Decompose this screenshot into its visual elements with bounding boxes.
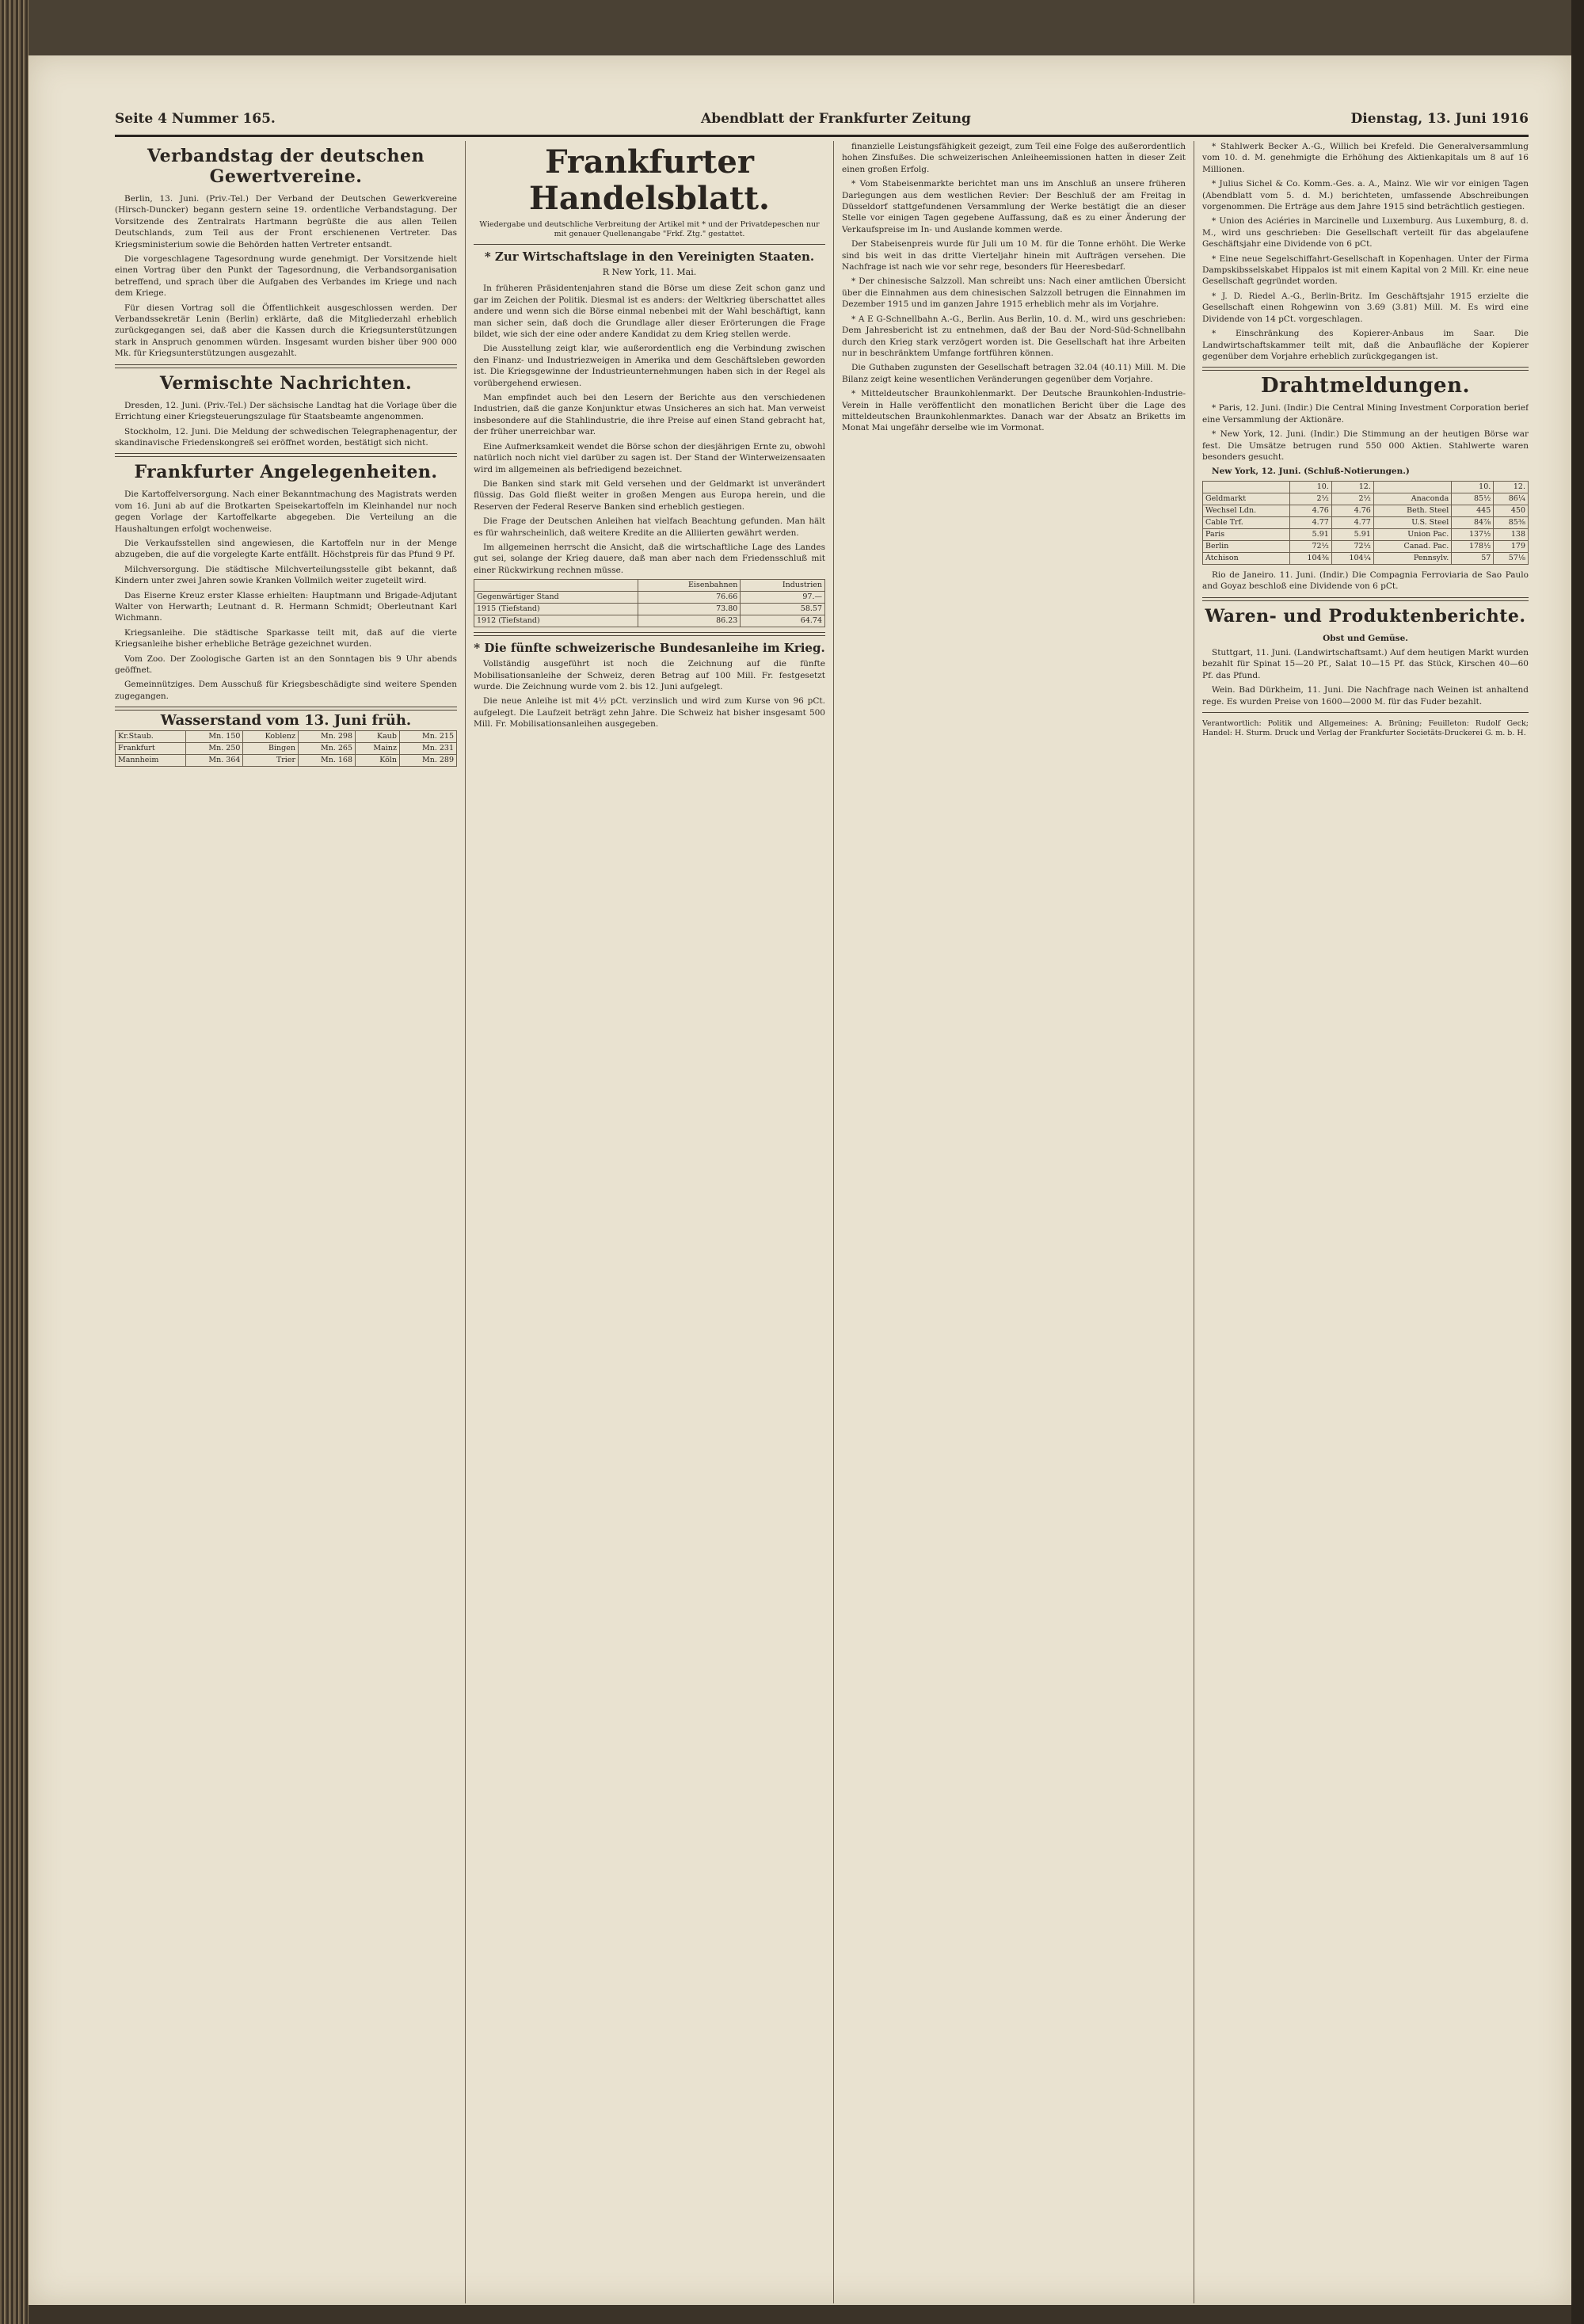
paragraph: Die neue Anleihe ist mit 4½ pCt. verzinslich und wird zum Kurse von 96 pCt. aufgelegt. Die Laufzeit beträgt zehn Jahre. Die Schweiz hat bisher insgesamt 500 Mill. Fr. Mobilisationsanleihen ausgegeben. [474, 696, 825, 730]
table-cell: 5.91 [1331, 528, 1373, 540]
table-row [116, 754, 457, 766]
paragraph: Vom Zoo. Der Zoologische Garten ist an den Sonntagen bis 9 Uhr abends geöffnet. [115, 653, 457, 675]
subsection-title: Obst und Gemüse. [1323, 633, 1408, 643]
table-row [1203, 493, 1529, 505]
table-cell: Canad. Pac. [1373, 540, 1451, 552]
column-2 [474, 141, 825, 2311]
table-row [116, 730, 457, 742]
divider [474, 244, 825, 245]
table-cell: 72½ [1331, 540, 1373, 552]
paragraph: In früheren Präsidentenjahren stand die Börse um diese Zeit schon ganz und gar im Zeichen der Politik. Diesmal ist es anders: der Weltkrieg überschattet alles andere und wenn sich die Börse einmal nebenbei mit der Wahl beschäftigt, kann man sicher sein, daß doch die Grundlage aller dieser Erörterungen die Frage bildet, wie sich der eine oder andere Kandidat zu dem Krieg stellen werde. [474, 284, 825, 340]
paragraph: Die Kartoffelversorgung. Nach einer Bekanntmachung des Magistrats werden vom 16. Juni ab auf die Brotkarten Speisekartoffeln im Kleinhandel nur noch gegen Vorlage der Kartoffelkarte abgegeben. Die Verteilung an die Haushaltungen erfolgt wochenweise. [115, 490, 457, 534]
table-row [1203, 552, 1529, 564]
paragraph: * Einschränkung des Kopierer-Anbaus im Saar. Die Landwirtschaftskammer teilt mit, daß die Anbaufläche der Kopierer gegenüber dem Vorjahre erheblich zurückgegangen ist. [1202, 329, 1529, 361]
column-3 [842, 141, 1186, 2311]
issue-date: Dienstag, 13. Juni 1916 [1350, 111, 1529, 127]
impressum: Verantwortlich: Politik und Allgemeines: A. Brüning; Feuilleton: Rudolf Geck; Handel: H. Sturm. Druck und Verlag der Frankfurter Societäts-Druckerei G. m. b. H. [1202, 719, 1529, 737]
article-body [1202, 141, 1529, 362]
dateline: R New York, 11. Mai. [602, 267, 697, 277]
table-title: New York, 12. Juni. (Schluß-Notierungen.) [1212, 467, 1410, 477]
table-cell: 84⅞ [1452, 516, 1494, 528]
table-cell: Mn. 168 [299, 754, 356, 766]
table-cell: Mn. 231 [399, 742, 456, 754]
table-cell: Pennsylv. [1373, 552, 1451, 564]
table-header [1373, 481, 1451, 493]
table-cell: 2½ [1331, 493, 1373, 505]
paragraph: Die Banken sind stark mit Geld versehen und der Geldmarkt ist unverändert flüssig. Das Gold fließt weiter in großen Mengen aus Europa herein, und die Reserven der Federal Reserve Banken sind erheblich gestiegen. [474, 478, 825, 512]
table-cell: 4.76 [1289, 505, 1331, 516]
paragraph: Der Stabeisenpreis wurde für Juli um 10 M. für die Tonne erhöht. Die Werke sind bis weit in das dritte Vierteljahr hinein mit Aufträgen versehen. Die Nachfrage ist nach wie vor sehr rege, besonders für Heeresbedarf. [842, 239, 1186, 272]
table-cell: 57 [1452, 552, 1494, 564]
divider [115, 453, 457, 457]
table-cell: 4.77 [1289, 516, 1331, 528]
table-cell: 86¼ [1494, 493, 1529, 505]
paragraph: Die Frage der Deutschen Anleihen hat vielfach Beachtung gefunden. Man hält es für wahrscheinlich, daß weitere Kredite an die Alliierten gewährt werden. [474, 516, 825, 538]
article-body [1202, 647, 1529, 707]
paragraph: * Stahlwerk Becker A.-G., Willich bei Krefeld. Die Generalversammlung vom 10. d. M. genehmigte die Erhöhung des Aktienkapitals um 8 auf 16 Millionen. [1202, 142, 1529, 174]
table-cell: Mn. 215 [399, 730, 456, 742]
table-cell: 1912 (Tiefstand) [474, 615, 638, 627]
paragraph: Die Verkaufsstellen sind angewiesen, die Kartoffeln nur in der Menge abzugeben, die auf die vorgelegte Karte entfällt. Höchstpreis für das Pfund 9 Pf. [115, 538, 457, 560]
table-cell: 178½ [1452, 540, 1494, 552]
divider [1202, 367, 1529, 371]
paragraph: Dresden, 12. Juni. (Priv.-Tel.) Der sächsische Landtag hat die Vorlage über die Errichtung einer Kriegsteuerungszulage für Staatsbeamte angenommen. [115, 400, 457, 422]
table-row [474, 592, 825, 604]
paragraph: Milchversorgung. Die städtische Milchverteilungsstelle gibt bekannt, daß Kindern unter zwei Jahren sowie Kranken Vollmilch weiter zugeteilt wird. [115, 564, 457, 586]
water-level-title: Wasserstand vom 13. Juni früh. [160, 712, 412, 730]
paragraph: Kriegsanleihe. Die städtische Sparkasse teilt mit, daß auf die vierte Kriegsanleihe bisher erhebliche Beträge gezeichnet wurden. [115, 627, 457, 650]
table-cell: Mn. 265 [299, 742, 356, 754]
paragraph: * Der chinesische Salzzoll. Man schreibt uns: Nach einer amtlichen Übersicht über die Einnahmen aus dem chinesischen Salzzoll betrugen die Einnahmen im Dezember 1915 und im ganzen Jahre 1915 erheblich mehr als im Vorjahre. [842, 276, 1186, 310]
table-cell: Mn. 298 [299, 730, 356, 742]
divider [115, 364, 457, 368]
article-title: * Die fünfte schweizerische Bundesanleihe im Krieg. [474, 641, 825, 656]
column-divider [465, 141, 466, 2303]
table-cell: Beth. Steel [1373, 505, 1451, 516]
table-cell: U.S. Steel [1373, 516, 1451, 528]
column-divider [833, 141, 834, 2303]
news-item: Rio de Janeiro. 11. Juni. (Indir.) Die Compagnia Ferroviaria de Sao Paulo and Goyaz beschloß eine Dividende von 6 pCt. [1202, 570, 1529, 592]
paragraph: Stockholm, 12. Juni. Die Meldung der schwedischen Telegraphenagentur, der skandinavische Friedenskongreß sei eröffnet worden, bestätigt sich nicht. [115, 426, 457, 448]
paragraph: Gemeinnütziges. Dem Ausschuß für Kriegsbeschädigte sind weitere Spenden zugegangen. [115, 680, 457, 701]
table-cell: 179 [1494, 540, 1529, 552]
column-1 [115, 141, 457, 2311]
table-row [116, 742, 457, 754]
table-cell: 137½ [1452, 528, 1494, 540]
paragraph: * Union des Aciéries in Marcinelle und Luxemburg. Aus Luxemburg, 8. d. M., wird uns geschrieben: Die Gesellschaft verteilt für das abgelaufene Geschäftsjahr eine Dividende von 6 pCt. [1202, 216, 1529, 250]
paragraph: Stuttgart, 11. Juni. (Landwirtschaftsamt.) Auf dem heutigen Markt wurden bezahlt für Spinat 15—20 Pf., Salat 10—15 Pf. das Stück, Kirschen 40—60 Pf. das Pfund. [1202, 647, 1529, 680]
paragraph: * New York, 12. Juni. (Indir.) Die Stimmung an der heutigen Börse war fest. Die Umsätze betrugen rund 550 000 Aktien. Stahlwerte waren besonders gesucht. [1202, 429, 1529, 462]
table-header: 10. [1289, 481, 1331, 493]
table-header: 12. [1331, 481, 1373, 493]
paragraph: * Eine neue Segelschiffahrt-Gesellschaft in Kopenhagen. Unter der Firma Dampskibsselskabet Hippalos ist mit einem Kapital von 2 Mill. Kr. eine neue Gesellschaft gegründet worden. [1202, 253, 1529, 287]
article-body [115, 489, 457, 702]
paragraph: * Vom Stabeisenmarkte berichtet man uns im Anschluß an unsere früheren Darlegungen aus dem westlichen Revier: Der Beschluß der am Freitag in Düsseldorf stattgefundenen Versammlung der Werke bestätigt die an dieser Stelle vor einigen Tagen gegebene Auffassung, daß es zu einer Änderung der Verkaufspreise im In- und Auslande kommen werde. [842, 179, 1186, 234]
table-cell: Bingen [243, 742, 299, 754]
table-cell: Mn. 150 [186, 730, 243, 742]
scan-edge [1571, 0, 1584, 2324]
table-row [1203, 528, 1529, 540]
table-cell: Union Pac. [1373, 528, 1451, 540]
table-cell: 85½ [1452, 493, 1494, 505]
table-cell: 104⅜ [1289, 552, 1331, 564]
table-cell: Mn. 364 [186, 754, 243, 766]
table-cell: 58.57 [741, 604, 825, 615]
table-cell: Mn. 250 [186, 742, 243, 754]
table-cell: 5.91 [1289, 528, 1331, 540]
table-header: 10. [1452, 481, 1494, 493]
table-cell: Mannheim [116, 754, 186, 766]
table-cell: 85⅜ [1494, 516, 1529, 528]
table-cell: 138 [1494, 528, 1529, 540]
paragraph: * Paris, 12. Juni. (Indir.) Die Central Mining Investment Corporation berief eine Versammlung der Aktionäre. [1202, 403, 1529, 425]
article-body [115, 400, 457, 449]
water-level-table [115, 730, 457, 767]
section-title: Verbandstag der deutschen Gewertvereine. [147, 146, 425, 187]
paragraph: Das Eiserne Kreuz erster Klasse erhielten: Hauptmann und Brigade-Adjutant Walter von Herwarth; Leutnant d. R. Hermann Schmidt; Oberleutnant Karl Wichmann. [115, 590, 457, 623]
masthead-rule [115, 135, 1529, 137]
paragraph: Wein. Bad Dürkheim, 11. Juni. Die Nachfrage nach Weinen ist anhaltend rege. Es wurden Preise von 1600—2000 M. für das Fuder bezahlt. [1202, 685, 1529, 707]
table-cell: 86.23 [638, 615, 741, 627]
table-cell: 97.— [741, 592, 825, 604]
section-title: Waren- und Produktenberichte. [1205, 605, 1526, 627]
table-cell: Köln [356, 754, 400, 766]
table-header [1203, 481, 1290, 493]
table-cell: 4.77 [1331, 516, 1373, 528]
paragraph: finanzielle Leistungsfähigkeit gezeigt, zum Teil eine Folge des außerordentlich hohen Zinsfußes. Die schweizerischen Anleiheemissionen hatten in dieser Zeit einen großen Erfolg. [842, 142, 1186, 174]
article-body [474, 658, 825, 730]
table-cell: Koblenz [243, 730, 299, 742]
table-cell: 64.74 [741, 615, 825, 627]
table-cell: Berlin [1203, 540, 1290, 552]
section-title: Frankfurter Handelsblatt. [529, 143, 770, 217]
table-header [474, 580, 638, 592]
table-cell: 72½ [1289, 540, 1331, 552]
subtitle: Wiedergabe und deutschliche Verbreitung der Artikel mit * und der Privatdepeschen nur mit genauer Quellenangabe "Frkf. Ztg." gestattet. [479, 220, 820, 238]
table-header: Eisenbahnen [638, 580, 741, 592]
table-cell: Wechsel Ldn. [1203, 505, 1290, 516]
table-header: 12. [1494, 481, 1529, 493]
paragraph: Für diesen Vortrag soll die Öffentlichkeit ausgeschlossen werden. Der Verbandssekretär Lenin (Berlin) erklärte, daß die Mitgliederzahl erheblich zurückgegangen sei, daß aber die Kassen durch die Kriegsunterstützungen stark in Anspruch genommen würden. Insgesamt wurden bisher über 900 000 Mk. für Kriegsunterstützungen ausgezahlt. [115, 303, 457, 359]
article-body [115, 193, 457, 360]
table-header: Industrien [741, 580, 825, 592]
section-title: Frankfurter Angelegenheiten. [134, 462, 438, 483]
article-body [842, 141, 1186, 434]
paragraph: * J. D. Riedel A.-G., Berlin-Britz. Im Geschäftsjahr 1915 erzielte die Gesellschaft einen Rohgewinn von 3.69 (3.81) Mill. M. Es wird eine Dividende von 14 pCt. vorgeschlagen. [1202, 291, 1529, 324]
paragraph: Die Guthaben zugunsten der Gesellschaft betragen 32.04 (40.11) Mill. M. Die Bilanz zeigt keine wesentlichen Veränderungen gegenüber dem Vorjahre. [842, 363, 1186, 384]
table-cell: Paris [1203, 528, 1290, 540]
stats-table [474, 579, 825, 627]
paragraph: Man empfindet auch bei den Lesern der Berichte aus den verschiedenen Industrien, daß die ganze Konjunktur etwas Unsicheres an sich hat. Man verweist insbesondere auf die Stahlindustrie, die ihre Preise auf einen Stand gebracht hat, der früher unerreichbar war. [474, 393, 825, 437]
article-title: * Zur Wirtschaftslage in den Vereinigten Staaten. [484, 250, 815, 264]
table-cell: Kr.Staub. [116, 730, 186, 742]
book-spine [0, 0, 29, 2324]
table-cell: Trier [243, 754, 299, 766]
table-cell: 1915 (Tiefstand) [474, 604, 638, 615]
table-cell: 2½ [1289, 493, 1331, 505]
table-cell: 450 [1494, 505, 1529, 516]
stock-table [1202, 481, 1529, 565]
table-cell: 445 [1452, 505, 1494, 516]
table-cell: Mainz [356, 742, 400, 754]
newspaper-title: Abendblatt der Frankfurter Zeitung [701, 111, 971, 127]
table-cell: 57⅛ [1494, 552, 1529, 564]
table-row [474, 615, 825, 627]
section-title: Vermischte Nachrichten. [159, 372, 413, 394]
table-cell: Mn. 289 [399, 754, 456, 766]
divider [115, 707, 457, 711]
divider [1202, 597, 1529, 601]
table-row [474, 604, 825, 615]
paragraph: * Julius Sichel & Co. Komm.-Ges. a. A., Mainz. Wie wir vor einigen Tagen (Abendblatt vom 5. d. M.) berichteten, umfassende Abschreibungen vorgenommen. Die Erträge aus dem Jahre 1915 sind beträchtlich gestiegen. [1202, 179, 1529, 212]
scan-background [29, 0, 1571, 55]
table-cell: 104¼ [1331, 552, 1373, 564]
paragraph: Vollständig ausgeführt ist noch die Zeichnung auf die fünfte Mobilisationsanleihe der Schweiz, deren Betrag auf 100 Mill. Fr. festgesetzt wurde. Die Zeichnung wurde vom 2. bis 12. Juni aufgelegt. [474, 659, 825, 691]
table-cell: Frankfurt [116, 742, 186, 754]
column-4 [1202, 141, 1529, 2311]
table-cell: Cable Trf. [1203, 516, 1290, 528]
table-cell: 4.76 [1331, 505, 1373, 516]
table-cell: 73.80 [638, 604, 741, 615]
paragraph: Im allgemeinen herrscht die Ansicht, daß die wirtschaftliche Lage des Landes gut sei, solange der Krieg dauere, daß man aber nach dem Friedensschluß mit einer Rückwirkung rechnen müsse. [474, 542, 825, 575]
paragraph: Berlin, 13. Juni. (Priv.-Tel.) Der Verband der Deutschen Gewerkvereine (Hirsch-Duncker) begann gestern seine 19. ordentliche Verbandstagung. Der Vorsitzende des Zentralrats Hartmann begrüßte die aus allen Teilen Deutschlands, zum Teil aus der Front erschienenen Vertreter. Das Kriegsministerium sowie die Behörden hatten Vertreter entsandt. [115, 194, 457, 250]
article-body [1202, 402, 1529, 463]
paragraph: Die vorgeschlagene Tagesordnung wurde genehmigt. Der Vorsitzende hielt einen Vortrag über den Punkt der Tagesordnung, die Verbandsorganisation betreffend, und sprach über die Aufgaben des Verbandes im Kriege und nach dem Kriege. [115, 254, 457, 299]
page-number: Seite 4 Nummer 165. [115, 111, 276, 127]
table-cell: Atchison [1203, 552, 1290, 564]
divider [1202, 712, 1529, 713]
table-cell: Anaconda [1373, 493, 1451, 505]
paragraph: * Mitteldeutscher Braunkohlenmarkt. Der Deutsche Braunkohlen-Industrie-Verein in Halle veröffentlicht den monatlichen Bericht über die Lage des mitteldeutschen Braunkohlenmarktes. Danach war der Absatz an Briketts im Monat Mai ungefähr derselbe wie im Vormonat. [842, 389, 1186, 433]
paragraph: Die Ausstellung zeigt klar, wie außerordentlich eng die Verbindung zwischen den Finanz- und Industriezweigen in Amerika und dem Geschäftsleben geworden ist. Die Kriegsgewinne der Industrieunternehmungen haben sich in der Regel als vorübergehend erwiesen. [474, 344, 825, 388]
table-cell: 76.66 [638, 592, 741, 604]
paragraph: * A E G-Schnellbahn A.-G., Berlin. Aus Berlin, 10. d. M., wird uns geschrieben: Dem Jahresbericht ist zu entnehmen, daß der Bau der Nord-Süd-Schnellbahn durch den Krieg stark verzögert worden ist. Die Gesellschaft hat ihre Arbeiten nur in beschränktem Umfange fortführen können. [842, 314, 1186, 358]
section-title: Drahtmeldungen. [1260, 374, 1471, 398]
table-row [1203, 516, 1529, 528]
table-row [1203, 505, 1529, 516]
table-cell: Geldmarkt [1203, 493, 1290, 505]
table-cell: Kaub [356, 730, 400, 742]
paragraph: Eine Aufmerksamkeit wendet die Börse schon der diesjährigen Ernte zu, obwohl natürlich noch nicht viel darüber zu sagen ist. Der Stand der Winterweizensaaten wird im allgemeinen als befriedigend bezeichnet. [474, 441, 825, 474]
table-cell: Gegenwärtiger Stand [474, 592, 638, 604]
masthead [115, 111, 1529, 135]
divider [474, 632, 825, 636]
table-row [1203, 540, 1529, 552]
article-body [474, 283, 825, 576]
